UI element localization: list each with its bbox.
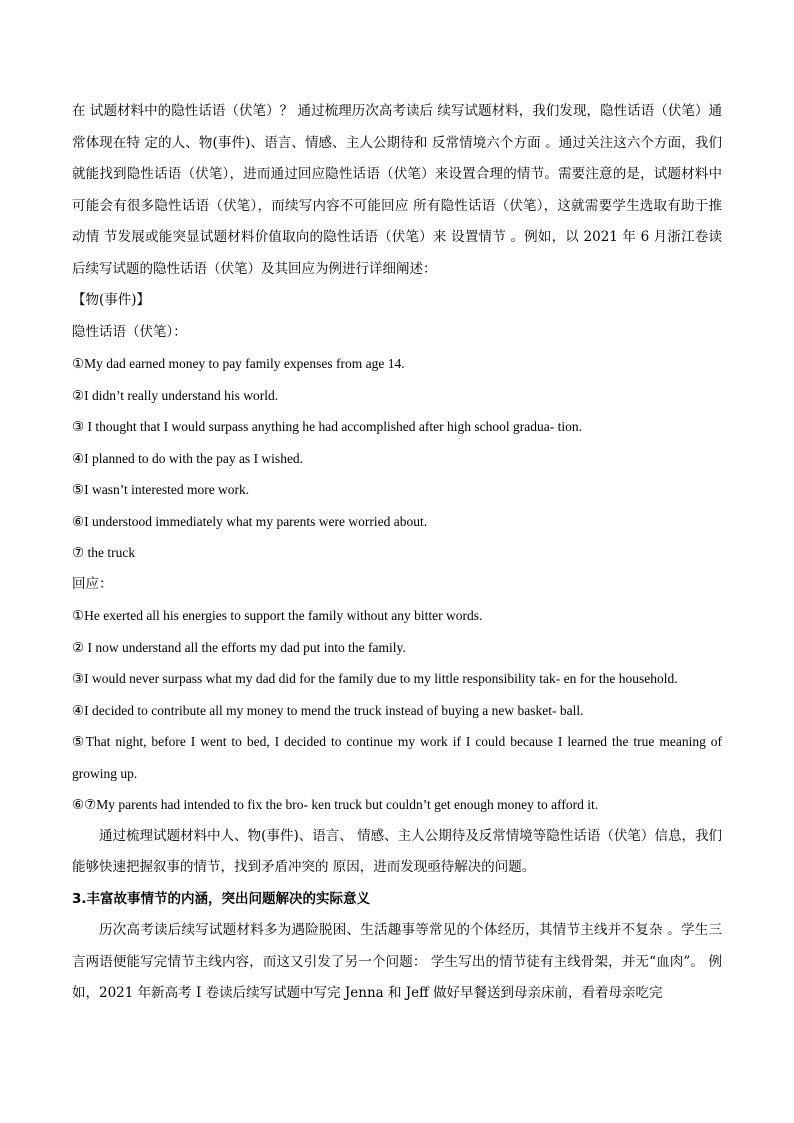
response-item: ①He exerted all his energies to support the family without any bitter words.: [72, 608, 483, 623]
response-item: ④I decided to contribute all my money to mend the truck instead of buying a new basket- ball.: [72, 702, 584, 718]
response-item: ③I would never surpass what my dad did for the family due to my little responsibility tak- en for the household.: [72, 671, 678, 686]
intro-paragraph: 在 试题材料中的隐性话语（伏笔）？ 通过梳理历次高考读后 续写试题材料，我们发现，隐性话语（伏笔）通常体现在特 定的人、物(事件)、语言、情感、主人公期待和 反常情境六个方面 。通过关注这六个方面，我们就能找到隐性话语（伏笔），进而通过回应隐性话语（伏笔）来设置合理的情节。需要注意的是，试题材料中 可能会有很多隐性话语（伏笔），而续写内容不可能回应 所有隐性话语（伏笔），这就需要学生选取有助于推动情 节发展或能突显试题材料价值取向的隐性话语（伏笔）来 设置情节 。例如，以 2021 年 6 月浙江卷读后续写试题的隐性话语（伏笔）及其回应为例进行详细阐述：: [72, 103, 722, 277]
hidden-item: ③ I thought that I would surpass anything he had accomplished after high school gradua- tion.: [72, 419, 582, 434]
category-label: 【物(事件)】: [72, 292, 151, 308]
document-page: [72, 96, 722, 1010]
response-item: ⑤That night, before I went to bed, I decided to continue my work if I could because I learned the true meaning of growing up.: [72, 734, 722, 781]
hidden-item: ⑥I understood immediately what my parents were worried about.: [72, 513, 428, 529]
hidden-item: ④I planned to do with the pay as I wished.: [72, 450, 304, 466]
hidden-item: ⑤I wasn’t interested more work.: [72, 482, 250, 497]
hidden-discourse-label: 隐性话语（伏笔）：: [72, 323, 187, 340]
hidden-item: ②I didn’t really understand his world.: [72, 387, 279, 403]
response-item: ② I now understand all the efforts my dad put into the family.: [72, 639, 406, 655]
response-item: ⑥⑦My parents had intended to fix the bro- ken truck but couldn’t get enough money to afford it.: [72, 797, 599, 812]
section-heading: 3.丰富故事情节的内涵，突出问题解决的实际意义: [72, 890, 371, 907]
hidden-discourse-list: [72, 348, 722, 569]
summary-paragraph: 通过梳理试题材料中人、物(事件)、语言、 情感、主人公期待及反常情境等隐性话语（伏笔）信息，我们能够快速把握叙事的情节，找到矛盾冲突的 原因，进而发现亟待解决的问题。: [72, 827, 722, 875]
final-paragraph: 历次高考读后续写试题材料多为遇险脱困、生活趣事等常见的个体经历，其情节主线并不复杂 。学生三言两语便能写完情节主线内容，而这又引发了另一个问题： 学生写出的情节徒有主线骨架，并无“血肉”。 例如，2021 年新高考 I 卷读后续写试题中写完 Jenna 和 Jeff 做好早餐送到母亲床前，看着母亲吃完: [72, 922, 722, 1001]
hidden-item: ①My dad earned money to pay family expenses from age 14.: [72, 356, 405, 371]
hidden-item: ⑦ the truck: [72, 545, 136, 560]
response-label: 回应：: [72, 575, 113, 592]
response-list: [72, 600, 722, 821]
